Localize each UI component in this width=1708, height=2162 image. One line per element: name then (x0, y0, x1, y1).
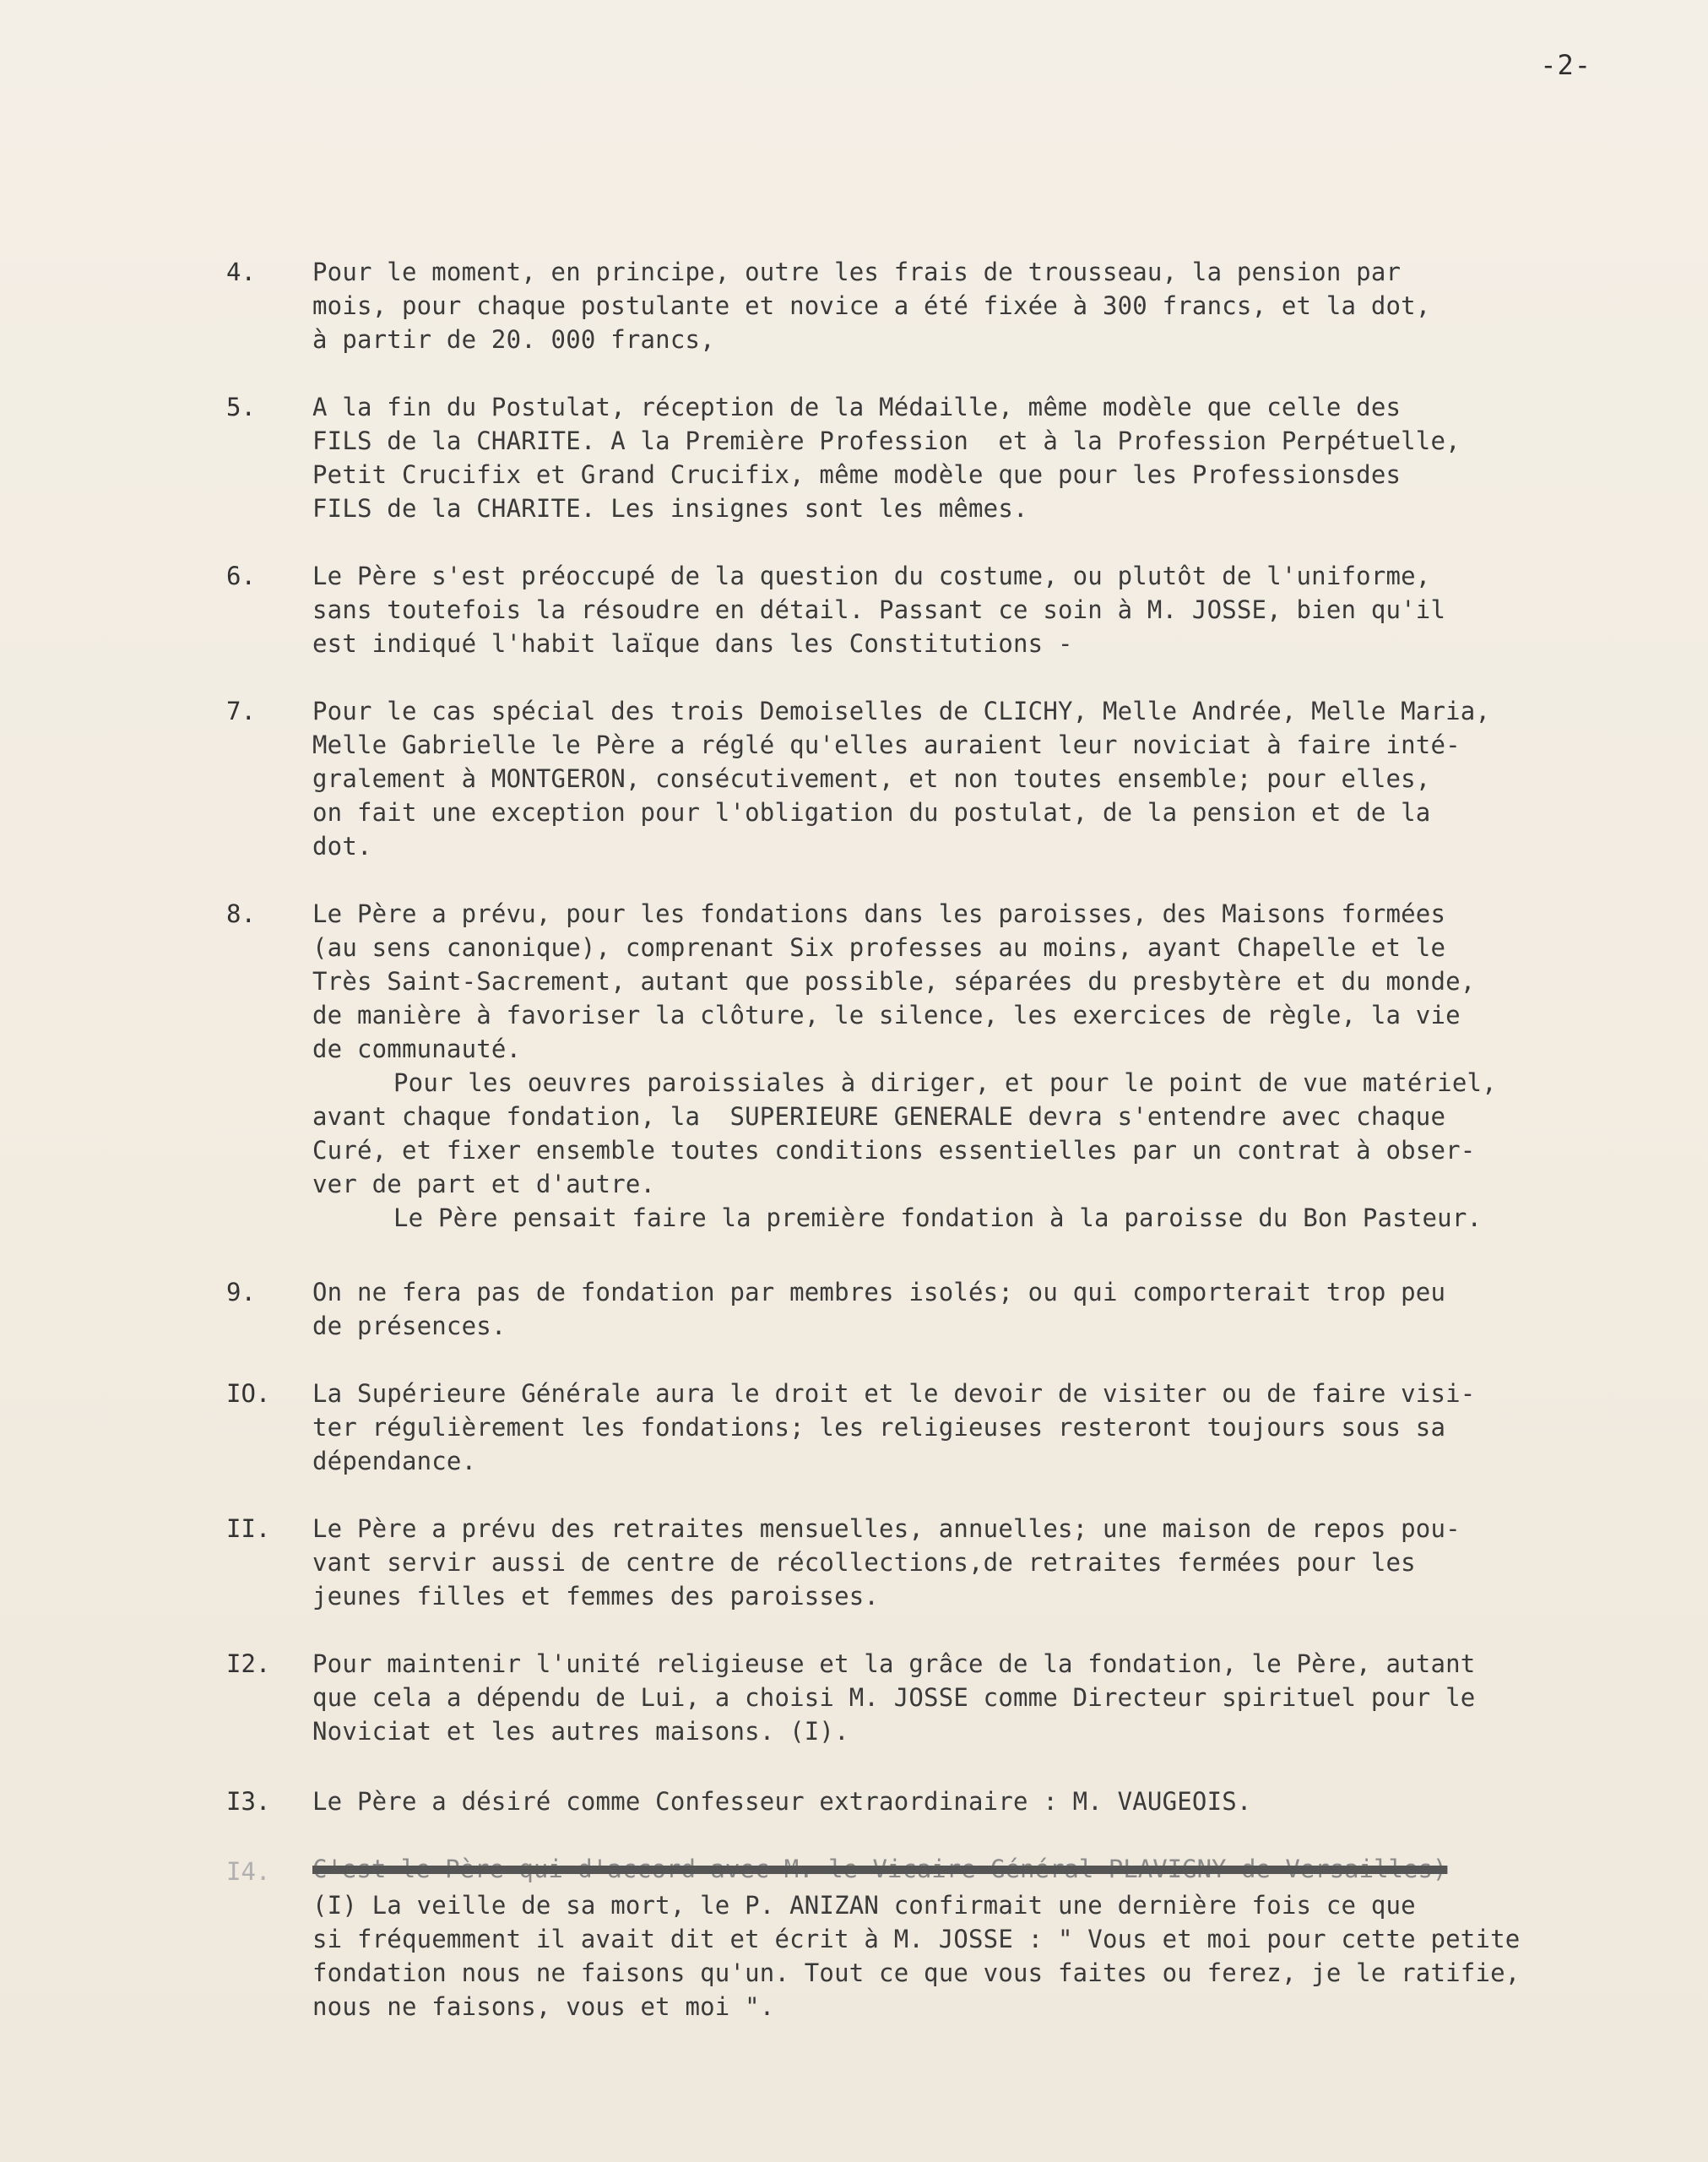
item-number: 5. (226, 393, 256, 421)
text-line: dot. (312, 832, 372, 861)
text-line: Melle Gabrielle le Père a réglé qu'elles auraient leur noviciat à faire inté- (312, 731, 1461, 759)
text-line: Le Père a prévu des retraites mensuelles, annuelles; une maison de repos pou- (312, 1514, 1461, 1543)
text-line: de communauté. (312, 1035, 522, 1063)
item-number: I2. (226, 1649, 271, 1678)
item-number: 6. (226, 562, 256, 590)
text-line: si fréquemment il avait dit et écrit à M. JOSSE : " Vous et moi pour cette petite (312, 1925, 1521, 1953)
item-number: 8. (226, 899, 256, 928)
text-line: jeunes filles et femmes des paroisses. (312, 1582, 880, 1611)
text-line: Pour maintenir l'unité religieuse et la grâce de la fondation, le Père, autant (312, 1649, 1476, 1678)
text-line: Pour le cas spécial des trois Demoiselles de CLICHY, Melle Andrée, Melle Maria, (312, 697, 1491, 725)
text-line: fondation nous ne faisons qu'un. Tout ce que vous faites ou ferez, je le ratifie, (312, 1958, 1521, 1987)
text-line: nous ne faisons, vous et moi ". (312, 1992, 775, 2021)
item-text (312, 1784, 1663, 1818)
item-number: 7. (226, 697, 256, 725)
text-line: gralement à MONTGERON, consécutivement, et non toutes ensemble; pour elles, (312, 764, 1431, 793)
page-number: -2- (1540, 49, 1591, 81)
text-line: mois, pour chaque postulante et novice a été fixée à 300 francs, et la dot, (312, 291, 1431, 320)
item-text (312, 559, 1663, 660)
text-line: vant servir aussi de centre de récollections,de retraites fermées pour les (312, 1548, 1416, 1577)
text-line: ter régulièrement les fondations; les religieuses resteront toujours sous sa (312, 1413, 1446, 1442)
text-line: (I) La veille de sa mort, le P. ANIZAN confirmait une dernière fois ce que (312, 1891, 1416, 1920)
text-line: Curé, et fixer ensemble toutes conditions essentielles par un contrat à obser- (312, 1136, 1476, 1165)
text-line: Pour les oeuvres paroissiales à diriger, et pour le point de vue matériel, (393, 1068, 1497, 1097)
item-text (312, 1647, 1663, 1748)
text-line: (au sens canonique), comprenant Six professes au moins, ayant Chapelle et le (312, 933, 1446, 962)
text-line: Le Père s'est préoccupé de la question du costume, ou plutôt de l'uniforme, (312, 562, 1431, 590)
item-text (312, 694, 1663, 863)
text-line: sans toutefois la résoudre en détail. Passant ce soin à M. JOSSE, bien qu'il (312, 595, 1446, 624)
text-line: ver de part et d'autre. (312, 1170, 656, 1198)
text-line: Noviciat et les autres maisons. (I). (312, 1717, 849, 1746)
item-text (312, 1275, 1663, 1343)
struck-line: C'est le Père qui d'accord avec M. le Vicaire Général PLAVIGNY de Versailles) (312, 1855, 1448, 1883)
item-number: I3. (226, 1787, 271, 1816)
footnote-text (312, 1888, 1663, 2023)
item-text (312, 390, 1663, 525)
text-line: Petit Crucifix et Grand Crucifix, même modèle que pour les Professionsdes (312, 460, 1402, 489)
item-number: II. (226, 1514, 271, 1543)
text-line: est indiqué l'habit laïque dans les Constitutions - (312, 629, 1073, 658)
text-line: de présences. (312, 1312, 507, 1340)
text-line: FILS de la CHARITE. A la Première Profession et à la Profession Perpétuelle, (312, 426, 1461, 455)
text-line: Le Père pensait faire la première fondation à la paroisse du Bon Pasteur. (393, 1203, 1483, 1232)
struck-text (312, 1855, 1663, 1883)
text-line: on fait une exception pour l'obligation du postulat, de la pension et de la (312, 798, 1431, 827)
text-line: dépendance. (312, 1447, 477, 1475)
text-line: avant chaque fondation, la SUPERIEURE GENERALE devra s'entendre avec chaque (312, 1102, 1446, 1131)
item-text (312, 255, 1663, 356)
text-line: Le Père a prévu, pour les fondations dans les paroisses, des Maisons formées (312, 899, 1446, 928)
item-number: 4. (226, 258, 256, 286)
text-line: à partir de 20. 000 francs, (312, 325, 715, 354)
text-line: Très Saint-Sacrement, autant que possible, séparées du presbytère et du monde, (312, 967, 1476, 996)
text-line: que cela a dépendu de Lui, a choisi M. JOSSE comme Directeur spirituel pour le (312, 1683, 1476, 1712)
item-number: 9. (226, 1278, 256, 1306)
text-line: A la fin du Postulat, réception de la Médaille, même modèle que celle des (312, 393, 1402, 421)
text-line: On ne fera pas de fondation par membres isolés; ou qui comporterait trop peu (312, 1278, 1446, 1306)
text-line: FILS de la CHARITE. Les insignes sont les mêmes. (312, 494, 1028, 523)
item-text (312, 897, 1663, 1235)
item-text (312, 1377, 1663, 1478)
item-number: IO. (226, 1379, 271, 1408)
text-line: de manière à favoriser la clôture, le silence, les exercices de règle, la vie (312, 1001, 1461, 1029)
text-line: Pour le moment, en principe, outre les frais de trousseau, la pension par (312, 258, 1402, 286)
text-line: Le Père a désiré comme Confesseur extraordinaire : M. VAUGEOIS. (312, 1787, 1252, 1816)
item-number: I4. (226, 1857, 271, 1886)
item-text (312, 1512, 1663, 1613)
text-line: La Supérieure Générale aura le droit et le devoir de visiter ou de faire visi- (312, 1379, 1476, 1408)
